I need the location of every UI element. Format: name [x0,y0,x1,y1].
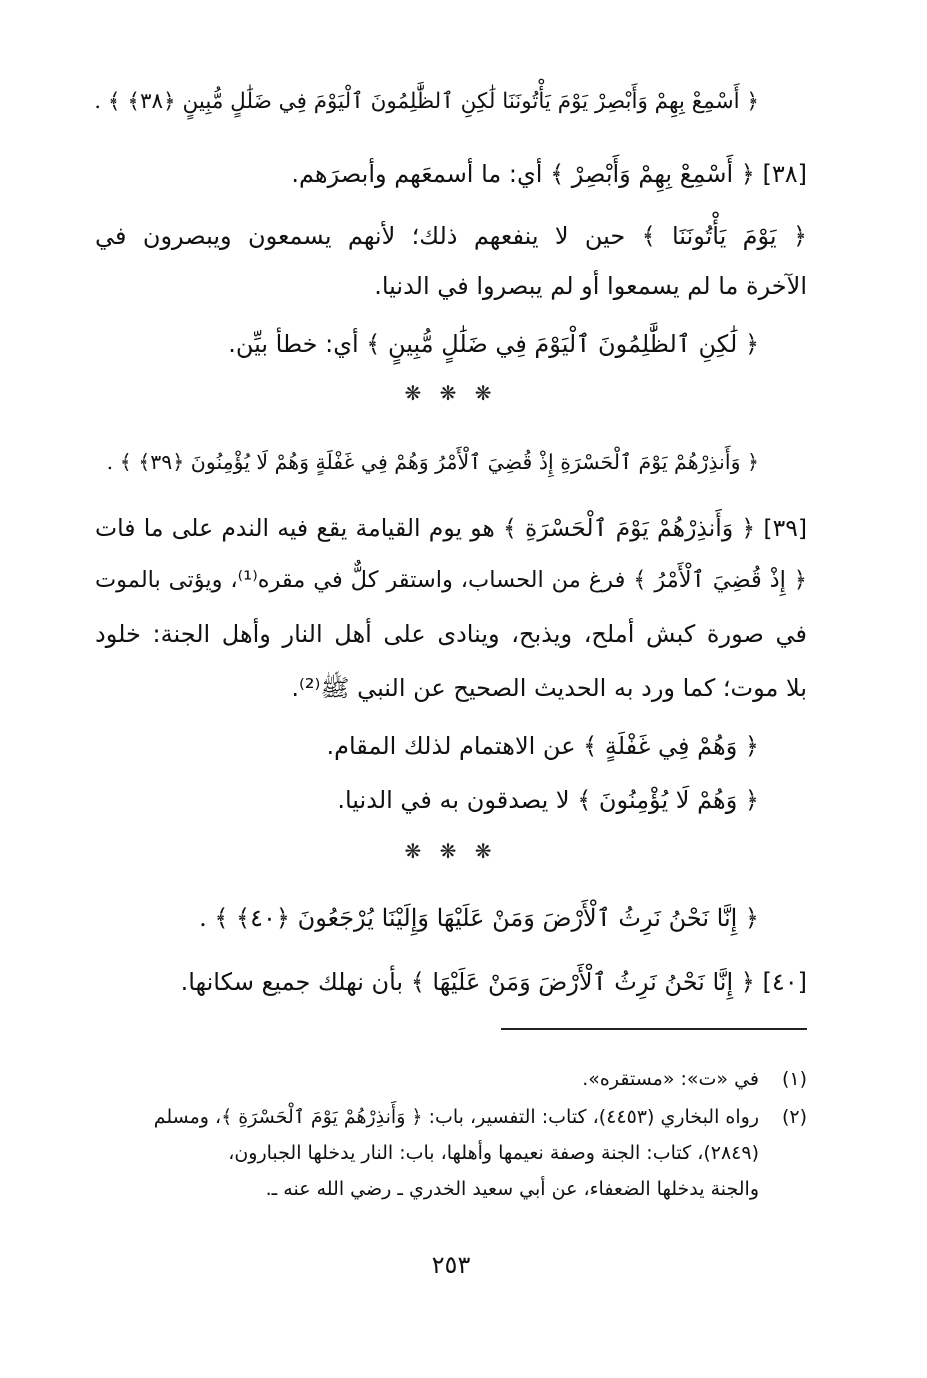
commentary-39-line-4: بلا موت؛ كما ورد به الحديث الصحيح عن النبي ﷺ⁽²⁾. [291,674,807,702]
footnote-2-text-line-2: (٢٨٤٩)، كتاب: الجنة وصفة نعيمها وأهلها، باب: النار يدخلها الجبارون، [228,1142,759,1164]
commentary-39-line-5: ﴿ وَهُمْ فِي غَفْلَةٍ ﴾ عن الاهتمام لذلك المقام. [326,732,759,760]
commentary-39-line-2: ﴿ إِذْ قُضِيَ ٱلْأَمْرُ ﴾ فرغ من الحساب، واستقر كلٌّ في مقره⁽¹⁾، ويؤتى بالموت [95,567,807,593]
commentary-39-line-3: في صورة كبش أملح، ويذبح، وينادى على أهل النار وأهل الجنة: خلود [95,620,807,648]
commentary-40-line-1: [٤٠] ﴿ إِنَّا نَحْنُ نَرِثُ ٱلْأَرْضَ وَمَنْ عَلَيْهَا ﴾ بأن نهلك جميع سكانها. [180,968,807,996]
section-separator: ❋ ❋ ❋ [404,381,498,405]
commentary-38-line-3: الآخرة ما لم يسمعوا أو لم يبصروا في الدنيا. [374,272,807,300]
footnote-1-text: في «ت»: «مستقره». [582,1068,759,1090]
footnote-2-text-line-3: والجنة يدخلها الضعفاء، عن أبي سعيد الخدري ـ رضي الله عنه ـ. [265,1178,759,1200]
footnote-2 [95,1100,807,1134]
verse-38: ﴿ أَسْمِعْ بِهِمْ وَأَبْصِرْ يَوْمَ يَأْتُونَنَا لَٰكِنِ ٱلظَّٰلِمُونَ ٱلْيَوْمَ فِي ضَلَٰلٍ مُّبِينٍ ﴿٣٨﴾ ﴾ . [94,89,759,114]
footnote-2-text-line-1: رواه البخاري (٤٤٥٣)، كتاب: التفسير، باب: ﴿ وَأَنذِرْهُمْ يَوْمَ ٱلْحَسْرَةِ ﴾، ومسلم [153,1106,759,1128]
footnote-1 [95,1062,807,1096]
commentary-39-line-1: [٣٩] ﴿ وَأَنذِرْهُمْ يَوْمَ ٱلْحَسْرَةِ ﴾ هو يوم القيامة يقع فيه الندم على ما فات [95,514,807,542]
footnote-1-number: (١) [781,1068,807,1090]
commentary-38-line-4: ﴿ لَٰكِنِ ٱلظَّٰلِمُونَ ٱلْيَوْمَ فِي ضَلَٰلٍ مُّبِينٍ ﴾ أي: خطأ بيِّن. [228,330,759,358]
section-separator: ❋ ❋ ❋ [404,839,498,863]
commentary-39-line-6: ﴿ وَهُمْ لَا يُؤْمِنُونَ ﴾ لا يصدقون به في الدنيا. [337,786,759,814]
page-number: ٢٥٣ [431,1251,471,1279]
footnote-separator [501,1028,807,1030]
commentary-38-line-2: ﴿ يَوْمَ يَأْتُونَنَا ﴾ حين لا ينفعهم ذلك؛ لأنهم يسمعون ويبصرون في [95,222,807,250]
verse-39: ﴿ وَأَنذِرْهُمْ يَوْمَ ٱلْحَسْرَةِ إِذْ قُضِيَ ٱلْأَمْرُ وَهُمْ فِي غَفْلَةٍ وَهُمْ لَا يُؤْمِنُونَ ﴿٣٩﴾ ﴾ . [106,450,759,474]
book-page [95,70,807,1310]
verse-40: ﴿ إِنَّا نَحْنُ نَرِثُ ٱلْأَرْضَ وَمَنْ عَلَيْهَا وَإِلَيْنَا يُرْجَعُونَ ﴿٤٠﴾ ﴾ . [199,904,759,932]
footnote-2-number: (٢) [781,1106,807,1128]
commentary-38-line-1: [٣٨] ﴿ أَسْمِعْ بِهِمْ وَأَبْصِرْ ﴾ أي: ما أسمعَهم وأبصرَهم. [291,160,807,188]
